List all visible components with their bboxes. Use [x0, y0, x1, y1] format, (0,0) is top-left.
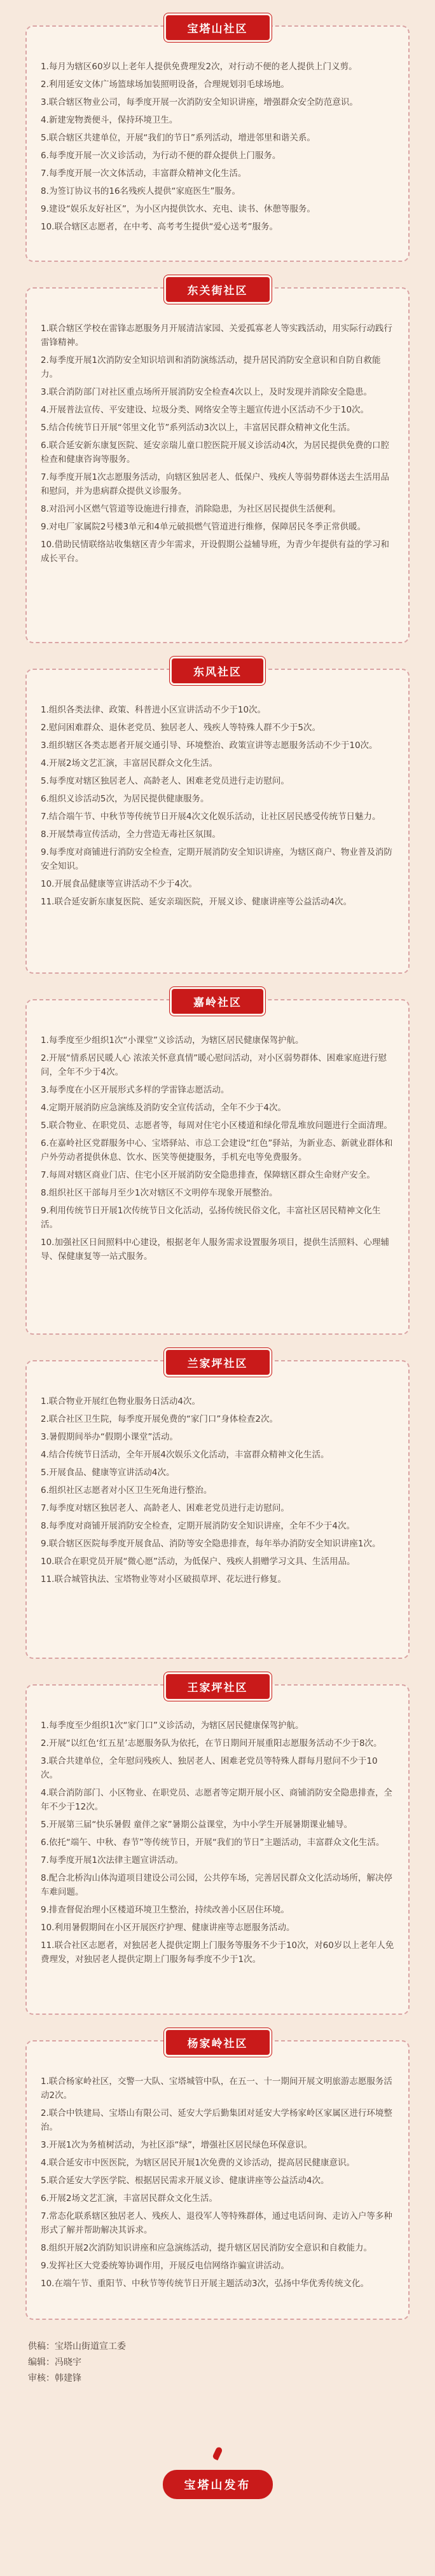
list-item: 1.每季度至少组织1次“家门口”义诊活动，为辖区居民健康保驾护航。: [41, 1721, 304, 1731]
list-item: 11.联合社区志愿者，对独居老人提供定期上门服务等服务不少于10次，对60岁以上老年人免费理发，对独居老人提供定期上门服务每季度不少于1次。: [41, 1940, 394, 1965]
list-item: 1.组织各类法律、政策、科普进小区宣讲活动不少于10次。: [41, 705, 266, 715]
section-items: [41, 1719, 394, 1966]
list-item: 9.每季度对商铺进行消防安全检查，定期开展消防安全知识讲座，为辖区商户、物业普及消防安全知识。: [41, 847, 392, 871]
list-item: 9.利用传统节日开展1次传统节日文化活动，弘扬传统民俗文化，丰富社区居民精神文化生活。: [41, 1206, 381, 1230]
list-item: 2.开展“情系居民暖人心 浓浓关怀意真情”暖心慰问活动，对小区弱势群体、困难家庭进行慰问，全年不少于4次。: [41, 1053, 387, 1077]
list-item: 4.定期开展消防应急演练及消防安全宣传活动，全年不少于4次。: [41, 1103, 286, 1113]
list-item: 7.每季度对辖区独居老人、高龄老人、困难老党员进行走访慰问。: [41, 1503, 289, 1513]
list-item: 3.联合辖区物业公司，每季度开展一次消防安全知识讲座，增强群众安全防范意识。: [41, 97, 358, 107]
list-item: 4.新建宠物粪便斗，保持环境卫生。: [41, 115, 178, 125]
list-item: 3.联合消防部门对社区重点场所开展消防安全检查4次以上，及时发现并消除安全隐患。: [41, 387, 372, 397]
section-items: [41, 1394, 394, 1586]
section-items: [41, 60, 394, 234]
list-item: 3.开展1次为务植树活动，为社区添“绿”，增强社区居民绿色环保意识。: [41, 2140, 312, 2150]
list-item: 2.联合中铁建局、宝塔山有限公司、延安大学后勤集团对延安大学杨家岭区家属区进行环境整治。: [41, 2108, 392, 2132]
list-item: 9.建设“娱乐友好社区”，为小区内提供饮水、充电、读书、休憩等服务。: [41, 204, 315, 214]
list-item: 6.组织义诊活动5次，为居民提供健康服务。: [41, 794, 209, 804]
list-item: 6.联合延安新东康复医院、延安亲瑞儿童口腔医院开展义诊活动4次，为居民提供免费的口腔检查和健康咨询等服务。: [41, 440, 389, 465]
list-item: 10.利用暑假期间在小区开展医疗护理、健康讲座等志愿服务活动。: [41, 1923, 295, 1933]
list-item: 6.在嘉岭社区党群服务中心、宝塔驿站、市总工会建设“红色”驿站，为新业态、新就业群体和户外劳动者提供休息、饮水、医笑等便捷服务，手机充电等免费服务。: [41, 1138, 393, 1162]
section-title: 宝塔山社区: [166, 15, 270, 40]
list-item: 6.开展2场文艺汇演，丰富居民群众文化生活。: [41, 2193, 218, 2204]
list-item: 9.对电厂家属院2号楼3单元和4单元破损燃气管道进行维修，保障居民冬季正常供暖。: [41, 522, 366, 532]
footer: [0, 2447, 435, 2499]
list-item: 3.每季度在小区开展形式多样的学雷锋志愿活动。: [41, 1085, 230, 1095]
list-item: 6.每季度开展一次义诊活动，为行动不便的群众提供上门服务。: [41, 151, 281, 161]
list-item: 8.组织开展2次消防知识讲座和应急演练活动，提升辖区居民消防安全意识和自救能力。: [41, 2243, 372, 2253]
section-card: [25, 666, 410, 974]
list-item: 3.暑假期间举办“假期小课堂”活动。: [41, 1432, 178, 1442]
list-item: 7.每周对辖区商业门店、住宅小区开展消防安全隐患排查，保障辖区群众生命财产安全。: [41, 1170, 375, 1180]
list-item: 5.每季度对辖区独居老人、高龄老人、困难老党员进行走访慰问。: [41, 776, 289, 786]
list-item: 5.联合辖区共建单位，开展“我们的节日”系列活动，增进邻里和谐关系。: [41, 133, 315, 143]
list-item: 2.利用延安文体广场篮球场加装照明设备，合理规划羽毛球场地。: [41, 79, 289, 90]
list-item: 10.加强社区日间照料中心建设，根据老年人服务需求设置服务项目，提供生活照料、心理辅导、保健康复等一站式服务。: [41, 1237, 389, 1262]
section-title: 东关街社区: [166, 277, 270, 302]
list-item: 10.联合辖区志愿者，在中考、高考考生提供“爱心送考”服务。: [41, 222, 278, 232]
credit-reviewer: 审核：韩建锋: [28, 2373, 81, 2383]
list-item: 1.每月为辖区60岁以上老年人提供免费理发2次，对行动不便的老人提供上门义剪。: [41, 62, 357, 72]
list-item: 1.每季度至少组织1次“小课堂”义诊活动，为辖区居民健康保驾护航。: [41, 1035, 304, 1046]
list-item: 7.每季度开展1次法律主题宣讲活动。: [41, 1855, 183, 1865]
list-item: 2.开展“以红色‘红五星’志愿服务队为依托，在节日期间开展重阳志愿服务活动不少于8次。: [41, 1738, 382, 1748]
list-item: 1.联合杨家岭社区，交警一大队、宝塔城管中队，在五一、十一期间开展文明旅游志愿服务活动2次。: [41, 2076, 392, 2101]
footer-badge: 宝塔山发布: [163, 2470, 273, 2499]
list-item: 8.为签订协议书的16名残疾人提供“家庭医生”服务。: [41, 186, 241, 196]
section-items: [41, 322, 394, 566]
list-item: 8.配合北桥沟山体沟道项目建设公司公园，公共停车场，完善居民群众文化活动场所，解决停车难问题。: [41, 1873, 392, 1897]
credit-provider: 供稿：宝塔山街道宣工委: [28, 2341, 126, 2352]
list-item: 7.每季度开展一次文体活动，丰富群众精神文化生活。: [41, 168, 247, 179]
list-item: 2.慰问困难群众、退休老党员、独居老人、残疾人等特殊人群不少于5次。: [41, 723, 321, 733]
section-title: 杨家岭社区: [166, 2030, 270, 2055]
list-item: 2.每季度开展1次消防安全知识培训和消防演练活动，提升居民消防安全意识和自防自救能力。: [41, 355, 381, 379]
section-title: 王家坪社区: [166, 1674, 270, 1699]
list-item: 6.组织社区志愿者对小区卫生死角进行整治。: [41, 1485, 212, 1496]
list-item: 5.联合延安大学医学院、根据居民需求开展义诊、健康讲座等公益活动4次。: [41, 2176, 329, 2186]
section-card: [25, 999, 410, 1335]
list-item: 10.开展食品健康等宣讲活动不少于4次。: [41, 879, 198, 889]
list-item: 7.每季度开展1次志愿服务活动，向辖区独居老人、低保户、残疾人等弱势群体送去生活用品和慰问，并为患病群众提供义诊服务。: [41, 472, 389, 496]
list-item: 1.联合辖区学校在雷锋志愿服务月开展清洁家园、关爱孤寡老人等实践活动，用实际行动践行雷锋精神。: [41, 324, 392, 348]
list-item: 2.联合社区卫生院，每季度开展免费的“家门口”身体检查2次。: [41, 1414, 278, 1424]
credit-editor: 编辑：冯晓宇: [28, 2357, 81, 2368]
list-item: 9.发挥社区大党委统筹协调作用，开展反电信网络诈骗宣讲活动。: [41, 2261, 289, 2271]
list-item: 9.排查督促治理小区楼道环境卫生整治，持续改善小区居住环境。: [41, 1905, 289, 1915]
list-item: 4.联合消防部门、小区物业、在职党员、志愿者等定期开展小区、商铺消防安全隐患排查，全年不少于12次。: [41, 1788, 392, 1812]
list-item: 3.联合共建单位，全年慰问残疾人、独居老人、困难老党员等特殊人群每月慰问不少于10次。: [41, 1756, 378, 1780]
section-title: 东风社区: [172, 658, 263, 683]
list-item: 9.联合辖区医院每季度开展食品、消防等安全隐患排查，每年举办消防安全知识讲座1次。: [41, 1539, 381, 1549]
list-item: 6.依托“端午、中秋、春节”等传统节日，开展“我们的节日”主题活动，丰富群众文化生活。: [41, 1837, 385, 1848]
section-card: [25, 1684, 410, 2015]
list-item: 7.结合端午节、中秋节等传统节日开展4次文化娱乐活动，让社区居民感受传统节日魅力。: [41, 812, 381, 822]
list-item: 10.借助民情联络站收集辖区青少年需求，开设假期公益辅导班，为青少年提供有益的学习和成长平台。: [41, 540, 389, 564]
list-item: 10.联合在职党员开展“微心愿”活动，为低保户、残疾人捐赠学习文具、生活用品。: [41, 1557, 356, 1567]
section-items: [41, 2075, 394, 2291]
list-item: 5.开展食品、健康等宣讲活动4次。: [41, 1468, 175, 1478]
list-item: 8.对沿河小区燃气管道等设施进行排查，消除隐患，为社区居民提供生活便利。: [41, 504, 341, 514]
section-title: 兰家坪社区: [166, 1350, 270, 1375]
list-item: 8.开展禁毒宣传活动，全力营造无毒社区氛围。: [41, 829, 221, 840]
list-item: 4.结合传统节日活动，全年开展4次娱乐文化活动，丰富群众精神文化生活。: [41, 1450, 329, 1460]
list-item: 7.常态化联系辖区独居老人、残疾人、退役军人等特殊群体，通过电话问询、走访入户等多种形式了解并帮助解决其诉求。: [41, 2211, 392, 2235]
list-item: 8.每季度对商铺开展消防安全检查，定期开展消防安全知识讲座，全年不少于4次。: [41, 1521, 355, 1531]
section-card: [25, 1360, 410, 1659]
section-card: [25, 287, 410, 643]
list-item: 1.联合物业开展红色物业服务日活动4次。: [41, 1396, 200, 1407]
section-title: 嘉岭社区: [172, 989, 263, 1014]
section-items: [41, 703, 394, 909]
list-item: 11.联合城管执法、宝塔物业等对小区破损草坪、花坛进行修复。: [41, 1574, 286, 1584]
list-item: 4.开展2场文艺汇演，丰富居民群众文化生活。: [41, 758, 218, 768]
list-item: 5.联合物业、在职党员、志愿者等，每周对住宅小区楼道和绿化带乱堆放问题进行全面清理。: [41, 1121, 392, 1131]
list-item: 3.组织辖区各类志愿者开展交通引导、环境整治、政策宣讲等志愿服务活动不少于10次。: [41, 740, 378, 751]
list-item: 11.联合延安新东康复医院、延安亲瑞医院，开展义诊、健康讲座等公益活动4次。: [41, 897, 352, 907]
section-card: [25, 25, 410, 262]
section-items: [41, 1033, 394, 1264]
article-credits: [28, 2339, 126, 2387]
list-item: 5.开展第三届“快乐暑假 童伴之家”暑期公益课堂，为中小学生开展暑期课业辅导。: [41, 1820, 353, 1830]
list-item: 8.组织社区干部每月至少1次对辖区不文明停车现象开展整治。: [41, 1188, 278, 1198]
brand-flame-icon: [211, 2447, 224, 2461]
section-card: [25, 2040, 410, 2320]
list-item: 4.开展普法宣传、平安建设、垃圾分类、网络安全等主题宣传进小区活动不少于10次。: [41, 405, 369, 415]
list-item: 5.结合传统节日开展“邻里文化节”系列活动3次以上，丰富居民群众精神文化生活。: [41, 423, 356, 433]
list-item: 4.联合延安市中医医院，为辖区居民开展1次免费的义诊活动，提高居民健康意识。: [41, 2158, 355, 2168]
list-item: 10.在端午节、重阳节、中秋节等传统节日开展主题活动3次，弘扬中华优秀传统文化。: [41, 2279, 369, 2289]
